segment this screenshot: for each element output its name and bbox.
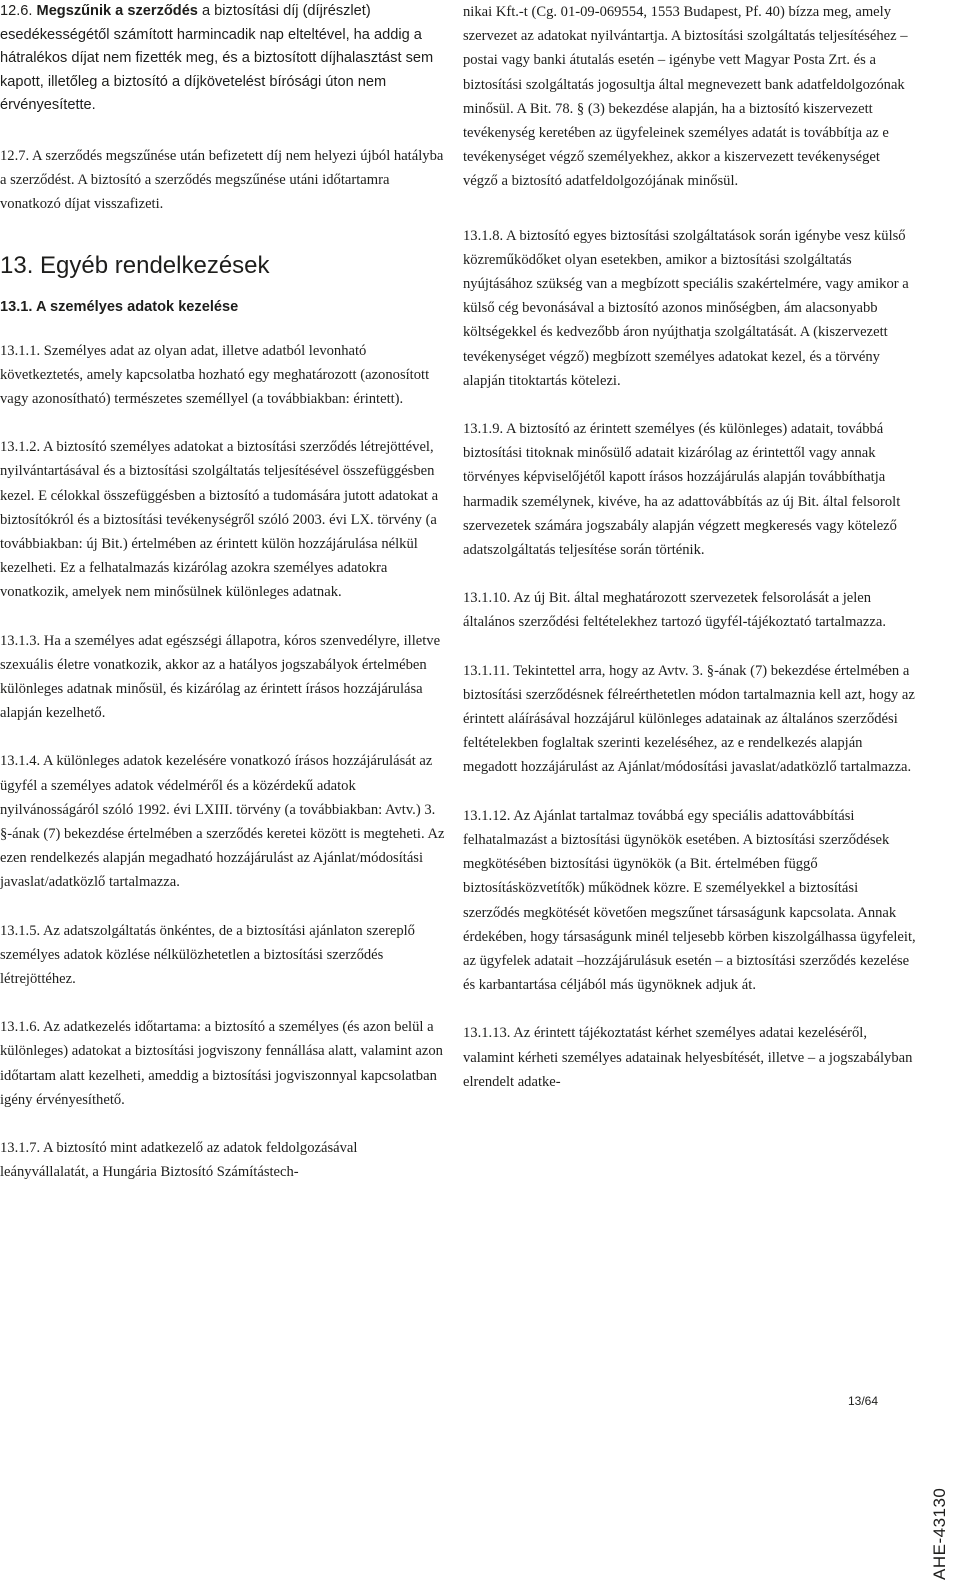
right-column [463, 0, 916, 1094]
paragraph-13-1-7: 13.1.7. A biztosító mint adatkezelő az adatok feldolgozásával leányvállalatát, a Hungária Biztosító Számítástech- [0, 1140, 358, 1181]
paragraph-13-1-9: 13.1.9. A biztosító az érintett személyes (és különleges) adatait, továbbá biztosítási titoknak minősülő adatait kizárólag az érintettől vagy annak törvényes képviselőjétől kapott írásos hozzájárulás alapján továbbíthatja harmadik személynek, kivéve, ha az adattovábbítás az új Bit. által felsorolt szervezetek számára jogszabály alapján végzett megkeresés vagy kötelező adatszolgáltatás teljesítése során történik. [463, 421, 901, 559]
paragraph-13-1-3: 13.1.3. Ha a személyes adat egészségi állapotra, kóros szenvedélyre, illetve szexuális életre vonatkozik, akkor az a hatályos jogszabályok értelmében különleges adatnak minősül, és kizárólag az érintett írásos hozzájárulása alapján kezelhető. [0, 632, 441, 722]
paragraph-13-1-5: 13.1.5. Az adatszolgáltatás önkéntes, de a biztosítási ajánlaton szereplő személyes adatok közlése nélkülözhetetlen a biztosítási szerződés létrejöttéhez. [0, 922, 415, 988]
section-heading-13: 13. Egyéb rendelkezések [0, 251, 270, 279]
paragraph-13-1-7-continued: nikai Kft.-t (Cg. 01-09-069554, 1553 Budapest, Pf. 40) bízza meg, amely szervezet az adatokat nyilvántartja. A biztosítási szolgáltatás teljesítéséhez – postai vagy banki átutalás esetén – igénybe vett Magyar Posta Zrt. és a biztosítási szolgáltatás jogosultja által megnevezett bank adatfeldolgozónak minősül. A Bit. 78. § (3) bekezdése alapján, ha a biztosító kiszervezett tevékenység keretében az ügyfeleinek személyes adatát is továbbítja az e tevékenységet végző személyekhez, akkor a kiszervezett tevékenységet végző a biztosító adatfeldolgozójának minősül. [463, 4, 908, 190]
document-code-label: AHE-43130 [930, 1487, 949, 1580]
paragraph-13-1-11: 13.1.11. Tekintettel arra, hogy az Avtv. 3. §-ának (7) bekezdése értelmében a biztosítási szerződésnek félreérthetetlen módon tartalmaznia kell azt, hogy az érintett aláírásával hozzájárul különleges adatainak az általános szerződési feltételekben foglaltak szerinti kezeléséhez, az e rendelkezés alapján megadott hozzájárulást az Ajánlat/módosítási javaslat/adatközlő tartalmazza. [463, 662, 915, 776]
page-number: 13/64 [848, 1394, 879, 1408]
paragraph-12-7: 12.7. A szerződés megszűnése után befizetett díj nem helyezi újból hatályba a szerződést. A biztosító a szerződés megszűnése utáni időtartamra vonatkozó díjat visszafizeti. [0, 147, 444, 213]
left-column [0, 0, 446, 1184]
paragraph-12-6-text: a biztosítási díj (díjrészlet) esedékességétől számított harmincadik nap elteltével, ha addig a hátralékos díjat nem fizették meg, és a biztosított díjhalasztást sem kapott, illetőleg a biztosító a díjkövetelést bírósági úton nem érvényesítette. [0, 3, 434, 114]
paragraph-12-6 [0, 0, 446, 118]
paragraph-13-1-10: 13.1.10. Az új Bit. által meghatározott szervezetek felsorolását a jelen általános szerződési feltételekhez tartozó ügyfél-tájékoztató tartalmazza. [463, 590, 886, 631]
paragraph-13-1-6: 13.1.6. Az adatkezelés időtartama: a biztosító a személyes (és azon belül a különleges) adatokat a biztosítási jogviszony fennállása alatt, valamint azon időtartam alatt kezelheti, ameddig a biztosítási jogviszonnyal kapcsolatban igény érvényesíthető. [0, 1019, 443, 1108]
paragraph-13-1-12: 13.1.12. Az Ajánlat tartalmaz továbbá egy speciális adattovábbítási felhatalmazást a biztosítási ügynökök esetében. A biztosítási szerződések megkötésében biztosítási ügynökök (a Bit. értelmében függő biztosításközvetítők) működnek közre. E személyekkel a biztosítási szerződés megkötését követően megszűnet társaságunk kapcsolata. Annak érdekében, hogy társaságunk minél teljesebb körben kiszolgálhassa ügyfeleit, az ügyfelek adatait –hozzájárulásuk esetén – a biztosítási szerződés kezelése és karbantartása céljából más ügynöknek adjuk át. [463, 807, 916, 994]
paragraph-13-1-2: 13.1.2. A biztosító személyes adatokat a biztosítási szerződés létrejöttével, nyilvántartásával és a biztosítási szolgáltatás teljesítésével összefüggésben kezel. E célokkal összefüggésben a biztosító a tudomására jutott adatokat a biztosítókról és a biztosítási tevékenységről szóló 2003. évi LX. törvény (a továbbiakban: új Bit.) értelmében az érintett külön hozzájárulása nélkül kezelheti. Ez a felhatalmazás kizárólag azokra személyes adatokra vonatkozik, amelyek nem minősülnek különleges adatnak. [0, 439, 439, 601]
paragraph-13-1-8: 13.1.8. A biztosító egyes biztosítási szolgáltatások során igénybe vesz külső közreműködőket olyan esetekben, amikor a biztosítási szolgáltatás nyújtásához szükség van a megbízott speciális szakértelmére, vagy amikor a külső cég bevonásával a biztosító azonos minőségben, ám alacsonyabb költségekkel és kedvezőbb áron nyújthatja szolgáltatását. A (kiszervezett tevékenységet végző) megbízott személyes adatokat kezel, és a törvény alapján titoktartás kötelezi. [463, 227, 909, 389]
subsection-heading-13-1: 13.1. A személyes adatok kezelése [0, 298, 239, 315]
paragraph-12-6-number: 12.6. [0, 3, 33, 19]
paragraph-13-1-4: 13.1.4. A különleges adatok kezelésére vonatkozó írásos hozzájárulását az ügyfél a személyes adatok védelméről és a közérdekű adatok nyilvánosságáról szóló 1992. évi LXIII. törvény (a továbbiakban: Avtv.) 3. §-ának (7) bekezdése értelmében a szerződés keretei között is megteheti. Az ezen rendelkezés alapján megadható hozzájárulást az Ajánlat/módosítási javaslat/adatközlő tartalmazza. [0, 753, 445, 891]
paragraph-12-6-lead: Megszűnik a szerződés [36, 3, 198, 19]
paragraph-13-1-1: 13.1.1. Személyes adat az olyan adat, illetve adatból levonható következtetés, amely kapcsolatba hozható egy meghatározott (azonosított vagy azonosítható) természetes személlyel (a továbbiakban: érintett). [0, 342, 430, 407]
paragraph-13-1-13: 13.1.13. Az érintett tájékoztatást kérhet személyes adatai kezeléséről, valamint kérheti személyes adatainak helyesbítését, illetve – a jogszabályban elrendelt adatke- [463, 1025, 913, 1090]
